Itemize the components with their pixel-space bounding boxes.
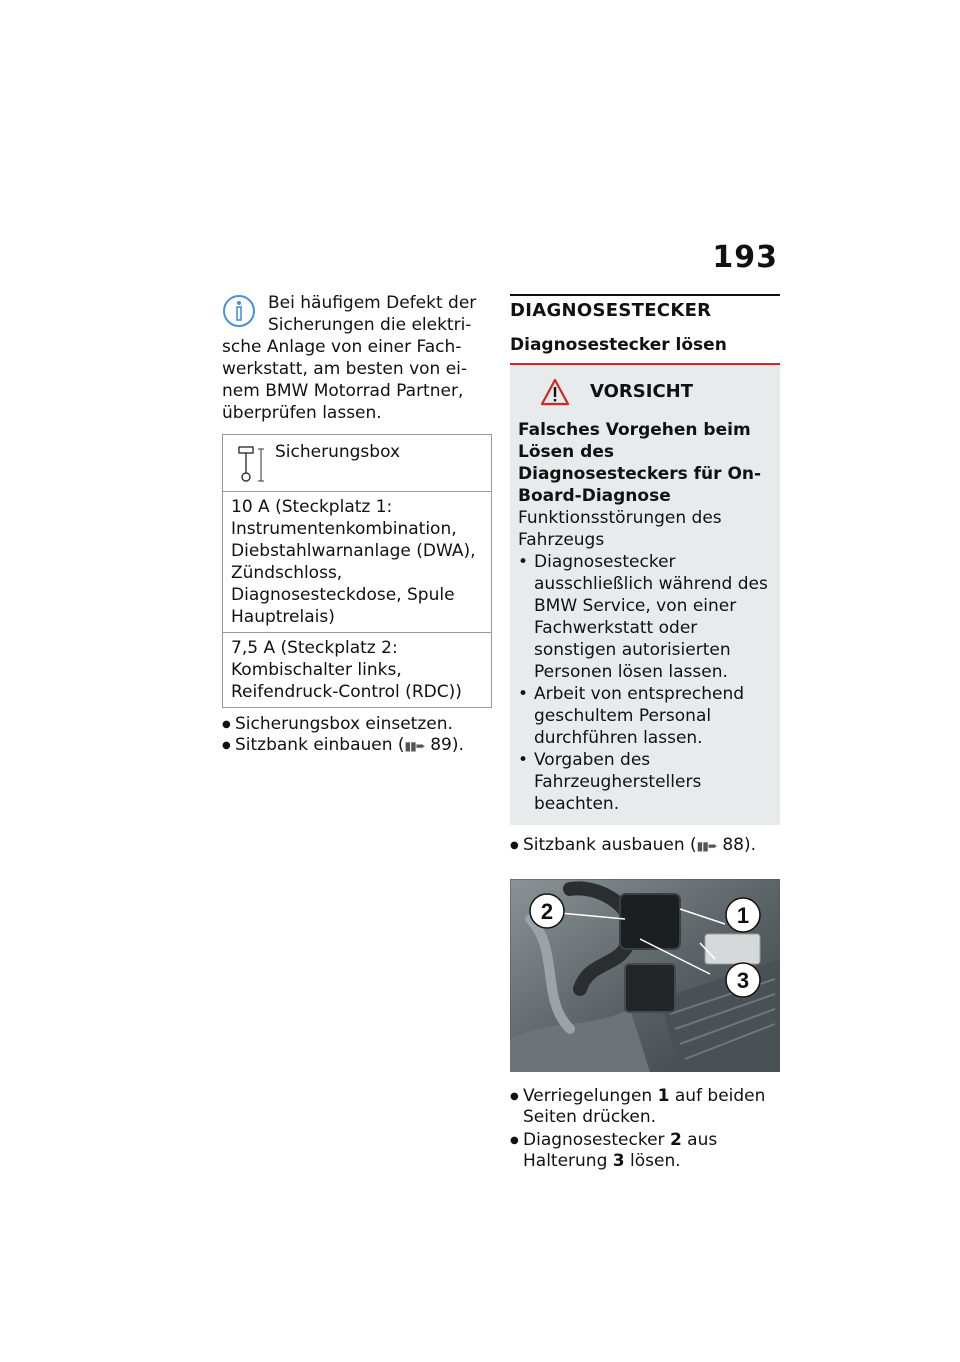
info-line-4: werkstatt, am besten von ei- <box>222 359 468 379</box>
callout-2 <box>530 894 564 928</box>
caution-measure: • Diagnosestecker ausschließlich während des BMW Service, von einer Fachwerkstatt oder sonstigen autorisierten Personen lösen lassen. <box>518 551 772 683</box>
diagnostic-connector-photo <box>510 879 780 1072</box>
page-ref-arrow-icon: ▮▮➨ <box>696 839 717 853</box>
page-ref-link[interactable]: 89 <box>430 735 452 755</box>
caution-measures <box>518 551 772 815</box>
caution-measure: • Arbeit von entsprechend geschultem Personal durchführen lassen. <box>518 683 772 749</box>
fuse-row-slot-2: 7,5 A (Steckplatz 2: Kombischalter links, Reifendruck-Control (RDC)) <box>223 632 491 707</box>
step-install-seat <box>222 735 492 757</box>
fuse-icon <box>237 445 273 485</box>
info-line-6: überprüfen lassen. <box>222 403 382 423</box>
left-steps <box>222 714 492 757</box>
page-ref-link[interactable]: 88 <box>722 835 744 855</box>
callout-3-label: 3 <box>736 968 750 993</box>
step-text: Verriegelungen <box>523 1086 658 1106</box>
section-rule <box>510 294 780 296</box>
ref-number: 1 <box>657 1086 670 1106</box>
step-insert-fuse-box <box>222 714 492 735</box>
step-text: auf beiden Seiten drücken. <box>523 1086 766 1127</box>
page-number: 193 <box>712 240 778 275</box>
caution-hazard: Falsches Vorgehen beim Lösen des Diagnosesteckers für On-Board-Diagnose <box>518 420 762 506</box>
fuse-table <box>222 434 492 708</box>
caution-label: VORSICHT <box>590 381 693 402</box>
step-text: lösen. <box>624 1151 681 1171</box>
right-steps <box>510 1086 780 1172</box>
info-line-5: nem BMW Motorrad Partner, <box>222 381 464 401</box>
step-text-close: ). <box>451 735 464 755</box>
caution-box <box>510 365 780 825</box>
step-press-locks <box>510 1086 780 1128</box>
info-line-1: Bei häufigem Defekt der <box>268 293 477 313</box>
step-text: Sicherungsbox einsetzen. <box>235 714 453 734</box>
step-text: Diagnosestecker <box>523 1130 670 1150</box>
step-release-connector <box>510 1130 780 1172</box>
subsection-title: Diagnosestecker lösen <box>510 335 727 355</box>
callout-3 <box>726 963 760 997</box>
right-column <box>510 294 780 1172</box>
caution-measure: • Vorgaben des Fahrzeugherstellers beachten. <box>518 749 772 815</box>
fuse-table-title: Sicherungsbox <box>275 442 401 462</box>
right-step-remove-seat <box>510 835 780 857</box>
info-icon <box>222 294 256 328</box>
warning-triangle-icon <box>540 378 570 406</box>
step-text-close: ). <box>743 835 756 855</box>
step-text: Sitzbank ausbauen ( <box>523 835 697 855</box>
fuse-row-slot-1: 10 A (Steckplatz 1: Instrumentenkombination, Diebstahlwarnanlage (DWA), Zündschloss, Diagnosesteckdose, Spule Hauptrelais) <box>231 497 476 627</box>
step-text: Sitzbank einbauen ( <box>235 735 405 755</box>
callout-1-label: 1 <box>736 903 750 928</box>
info-line-3: sche Anlage von einer Fach- <box>222 337 462 357</box>
callout-1 <box>726 898 760 932</box>
caution-consequence: Funktionsstörungen des Fahrzeugs <box>518 508 722 550</box>
ref-number: 3 <box>612 1151 625 1171</box>
left-column <box>222 292 492 757</box>
step-remove-seat <box>510 835 780 857</box>
fuse-table-header <box>223 435 491 492</box>
info-note <box>222 292 492 424</box>
caution-header <box>540 377 772 407</box>
info-line-2: Sicherungen die elektri- <box>268 315 472 335</box>
page-ref-arrow-icon: ▮▮➨ <box>404 739 425 753</box>
step-text: aus Halterung <box>523 1130 718 1171</box>
ref-number: 2 <box>669 1130 682 1150</box>
callout-2-label: 2 <box>540 899 554 924</box>
section-title: DIAGNOSESTECKER <box>510 300 712 321</box>
